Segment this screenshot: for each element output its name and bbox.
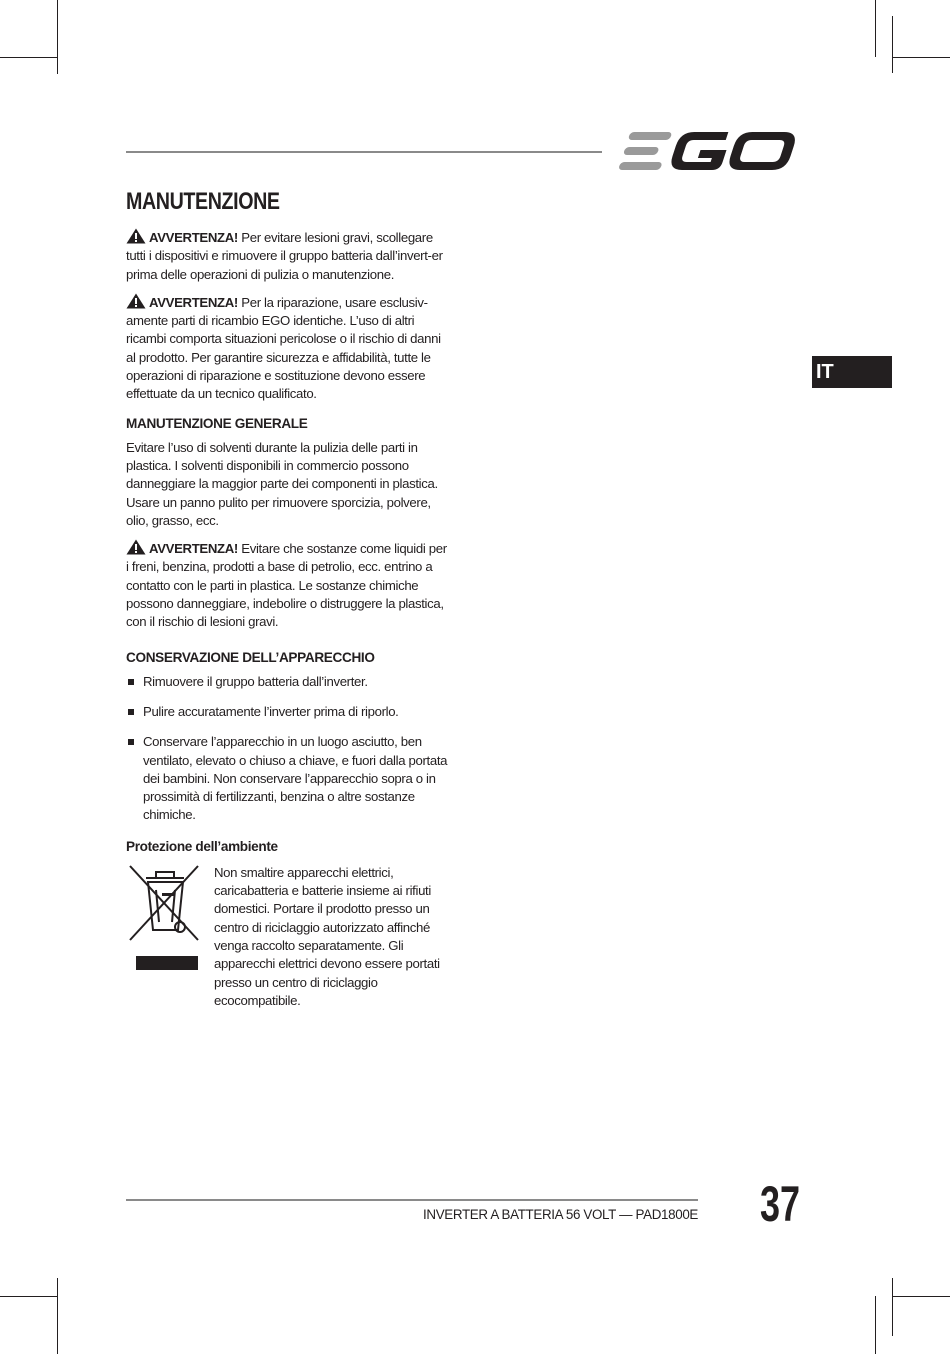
warning-icon <box>126 228 146 244</box>
bullet-square-icon <box>128 679 134 685</box>
bullet-square-icon <box>128 709 134 715</box>
list-item-text: Rimuovere il gruppo batteria dall’inverter. <box>143 673 368 689</box>
list-item-text: Conservare l’apparecchio in un luogo asciutto, ben ventilato, elevato o chiuso a chiave, e fuori dalla portata dei bambini. Non conservare l’apparecchio sopra o in prossimità di fertilizzanti, benzina o altre sostanze chimiche. <box>143 734 448 823</box>
crop-mark <box>57 1278 58 1354</box>
crop-mark <box>892 1278 893 1336</box>
warning-text: Per la riparazione, usare esclusiv-amente parti di ricambio EGO identiche. L’uso di altri ricambi comporta situazioni pericolose o il rischio di danni al prodotto. Per garantire sicurezza e affidabilità, tutte le operazioni di riparazione e sostituzione devono essere effettuate da un tecnico qualificato. <box>126 294 441 402</box>
crop-mark <box>875 0 876 57</box>
warning-label: AVVERTENZA! <box>149 230 238 245</box>
environment-block <box>126 864 450 1024</box>
page-number: 37 <box>760 1176 801 1232</box>
crop-mark <box>0 57 57 58</box>
list-item <box>126 673 450 691</box>
language-tab: IT <box>812 356 892 388</box>
crop-mark <box>875 1296 876 1354</box>
footer-product-text: INVERTER A BATTERIA 56 VOLT — PAD1800E <box>423 1207 698 1222</box>
list-item-text: Pulire accuratamente l’inverter prima di riporlo. <box>143 703 399 719</box>
ego-logo <box>617 130 799 172</box>
environment-heading: Protezione dell’ambiente <box>126 838 278 854</box>
warning-icon <box>126 539 146 555</box>
crop-mark <box>892 16 893 73</box>
warning-label: AVVERTENZA! <box>149 294 238 310</box>
crop-mark <box>892 1296 950 1297</box>
crop-mark <box>892 57 950 58</box>
crossed-out-wheelie-bin-icon <box>126 864 202 972</box>
storage-heading: CONSERVAZIONE DELL’APPARECCHIO <box>126 649 375 665</box>
main-content <box>126 188 450 1024</box>
crop-mark <box>0 1296 57 1297</box>
section-title: MANUTENZIONE <box>126 188 280 215</box>
warning-text: Per evitare lesioni gravi, scollegare tutti i dispositivi e rimuovere il gruppo batteria dall’invert-er prima delle operazioni di pulizia o manutenzione. <box>126 230 443 282</box>
warning-icon <box>126 293 146 309</box>
list-item <box>126 703 450 721</box>
warning-label: AVVERTENZA! <box>149 541 238 557</box>
crop-mark <box>57 0 58 74</box>
footer-rule <box>126 1199 698 1201</box>
storage-list <box>126 673 450 825</box>
general-maintenance-text: Evitare l’uso di solventi durante la pulizia delle parti in plastica. I solventi disponibili in commercio possono danneggiare la maggior parte dei componenti in plastica. Usare un panno pulito per rimuovere sporcizia, polvere, olio, grasso, ecc. <box>126 439 438 528</box>
warning-paragraph <box>126 539 450 631</box>
warning-paragraph <box>126 228 450 284</box>
bullet-square-icon <box>128 739 134 745</box>
environment-text: Non smaltire apparecchi elettrici, caricabatteria e batterie insieme ai rifiuti domestici. Portare il prodotto presso un centro di riciclaggio autorizzato affinché venga raccolto separatamente. Gli apparecchi elettrici devono essere portati presso un centro di riciclaggio ecocompatibile. <box>214 864 440 1008</box>
warning-text: Evitare che sostanze come liquidi per i freni, benzina, prodotti a base di petrolio, ecc. entrino a contatto con le parti in plastica. Le sostanze chimiche possono danneggiare, indebolire o distruggere la plastica, con il rischio di lesioni gravi. <box>126 541 447 630</box>
list-item <box>126 733 450 824</box>
header-rule <box>126 151 602 153</box>
warning-paragraph <box>126 293 450 404</box>
general-maintenance-heading: MANUTENZIONE GENERALE <box>126 415 308 431</box>
